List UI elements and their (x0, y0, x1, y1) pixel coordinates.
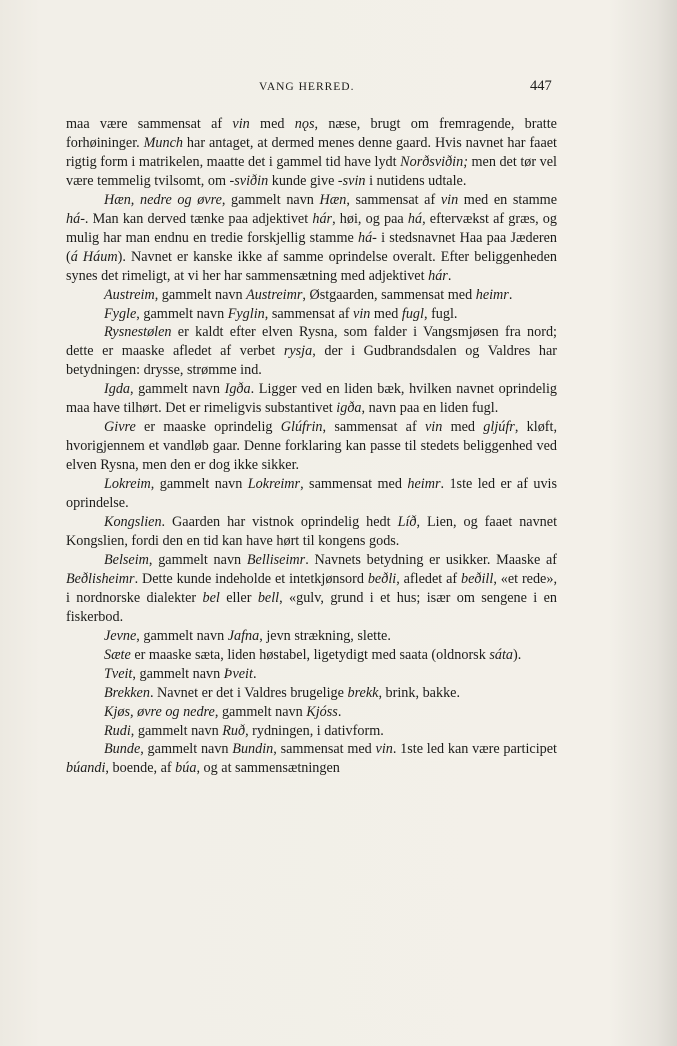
paragraph: Igda, gammelt navn Igða. Ligger ved en liden bæk, hvilken navnet oprindelig maa have tilhørt. Det er rimeligvis substantivet igða, navn paa en liden fugl. (66, 381, 557, 417)
paragraph: Givre er maaske oprindelig Glúfrin, sammensat af vin med gljúfr, kløft, hvorigjennem et vandløb gaar. Denne forklaring kan passe til stedets beliggenhed ved elven Rysna, men den er dog ikke sikker. (66, 419, 558, 474)
running-title: VANG HERRED. (259, 81, 355, 93)
paragraph: Belseim, gammelt navn Belliseimr. Navnets betydning er usikker. Maaske af Beðlisheimr. Dette kunde indeholde et intetkjønsord beðli, afledet af beðill, «et rede», i nordnorske dialekter bel eller bell, «gulv, grund i et hus; især om sengene i en fiskerbod. (66, 551, 558, 625)
page-header (0, 80, 677, 98)
paragraph: Rysnestølen er kaldt efter elven Rysna, som falder i Vangsmjøsen fra nord; dette er maaske afledet af verbet rysja, der i Gudbrandsdalen og Valdres har betydningen: drysse, strømme ind. (66, 324, 557, 379)
body-text (66, 115, 557, 778)
paragraph: Austreim, gammelt navn Austreimr, Østgaarden, sammensat med heimr. (104, 286, 513, 303)
paragraph: Brekken. Navnet er det i Valdres brugelige brekk, brink, bakke. (104, 684, 461, 701)
paragraph: Lokreim, gammelt navn Lokreimr, sammensat med heimr. 1ste led er af uvis oprindelse. (66, 476, 557, 512)
paragraph: Tveit, gammelt navn Þveit. (104, 665, 257, 682)
paragraph: Bunde, gammelt navn Bundin, sammensat med vin. 1ste led kan være participet búandi, boende, af búa, og at sammensætningen (66, 741, 557, 777)
paragraph: Fygle, gammelt navn Fyglin, sammensat af vin med fugl, fugl. (104, 305, 458, 322)
paragraph: Rudi, gammelt navn Ruð, rydningen, i dativform. (104, 722, 384, 739)
paragraph: Kjøs, øvre og nedre, gammelt navn Kjóss. (104, 703, 342, 720)
paragraph: Sæte er maaske sæta, liden høstabel, ligetydigt med saata (oldnorsk sáta). (104, 646, 522, 663)
paragraph: Kongslien. Gaarden har vistnok oprindelig hedt Líð, Lien, og faaet navnet Kongslien, fordi den en tid kan have hørt til kongens gods. (66, 514, 558, 549)
paragraph: Hæn, nedre og øvre, gammelt navn Hæn, sammensat af vin med en stamme há-. Man kan derved tænke paa adjektivet hár, høi, og paa há, eftervækst af græs, og mulig har man endnu en tredie forskjellig stamme há- i stedsnavnet Haa paa Jæderen (á Háum). Navnet er kanske ikke af samme oprindelse overalt. Efter beliggenheden synes det rimeligt, at vi her har sammensætning med adjektivet hár. (66, 191, 558, 284)
page-number: 447 (530, 78, 552, 94)
paragraph: maa være sammensat af vin med nǫs, næse, brugt om fremragende, bratte forhøininger. Munch har antaget, at dermed menes denne gaard. Hvis navnet har faaet rigtig form i matrikelen, maatte det i gammel tid have lydt Norðsviðin; men det tør vel være temmelig tvilsomt, om -sviðin kunde give -svin i nutidens udtale. (66, 116, 557, 189)
paragraph: Jevne, gammelt navn Jafna, jevn strækning, slette. (104, 627, 391, 644)
